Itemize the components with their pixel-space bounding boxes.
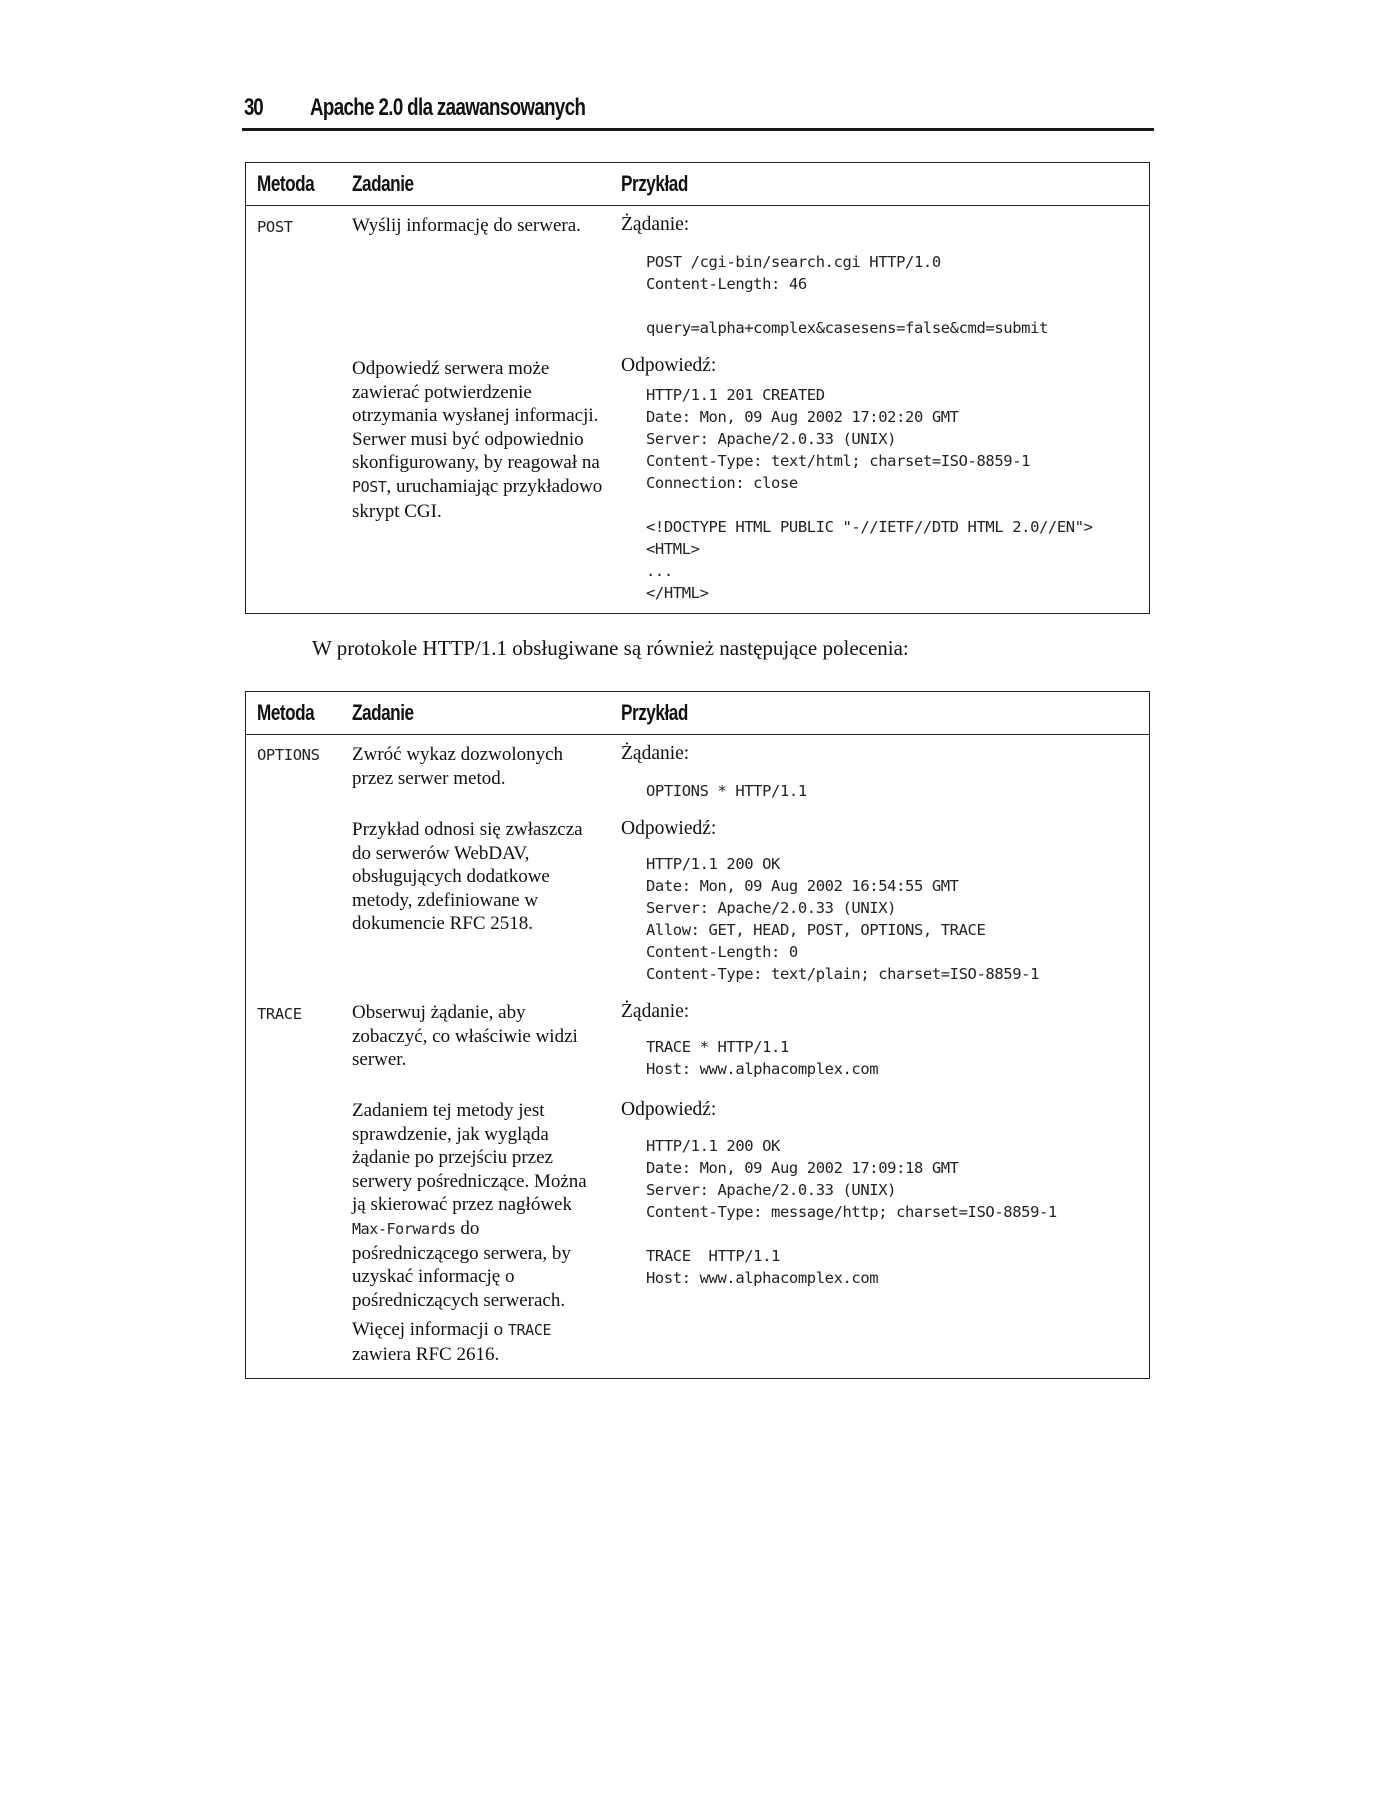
method-name: TRACE — [257, 1005, 302, 1023]
column-header-example: Przykład — [621, 700, 688, 725]
request-label: Żądanie: — [621, 743, 690, 764]
column-header-task: Zadanie — [352, 171, 414, 196]
request-label: Żądanie: — [621, 1001, 690, 1022]
column-header-example: Przykład — [621, 171, 688, 196]
method-table-post — [245, 162, 1150, 614]
intro-paragraph: W protokole HTTP/1.1 obsługiwane są również następujące polecenia: — [312, 636, 909, 660]
method-name: POST — [257, 218, 293, 236]
column-header-task: Zadanie — [352, 700, 414, 725]
task-reference: Więcej informacji o TRACE zawiera RFC 2616. — [352, 1319, 552, 1365]
running-header — [242, 92, 1154, 131]
request-label: Żądanie: — [621, 214, 690, 235]
request-code: POST /cgi-bin/search.cgi HTTP/1.0 Content-Length: 46 query=alpha+complex&casesens=false&cmd=submit — [646, 253, 1048, 337]
task-description: Zwróć wykaz dozwolonych przez serwer metod. — [352, 744, 564, 789]
task-description: Wyślij informację do serwera. — [352, 215, 581, 236]
request-code: TRACE * HTTP/1.1 Host: www.alphacomplex.com — [646, 1038, 879, 1078]
response-code: HTTP/1.1 200 OK Date: Mon, 09 Aug 2002 17:09:18 GMT Server: Apache/2.0.33 (UNIX) Content-Type: message/http; charset=ISO-8859-1 TRACE HTTP/1.1 Host: www.alphacomplex.com — [646, 1137, 1057, 1287]
header-rule — [246, 205, 1149, 206]
response-label: Odpowiedź: — [621, 818, 717, 839]
column-header-method: Metoda — [257, 700, 315, 725]
page-number: 30 — [244, 94, 263, 121]
response-code: HTTP/1.1 200 OK Date: Mon, 09 Aug 2002 16:54:55 GMT Server: Apache/2.0.33 (UNIX) Allow: GET, HEAD, POST, OPTIONS, TRACE Content-Length: 0 Content-Type: text/plain; charset=ISO-8859-1 — [646, 855, 1039, 983]
header-rule — [246, 734, 1149, 735]
method-name: OPTIONS — [257, 746, 320, 764]
task-note: Odpowiedź serwera może zawierać potwierdzenie otrzymania wysłanej informacji. Serwer musi być odpowiednio skonfigurowany, by reagował na POST, uruchamiając przykładowo skrypt CGI. — [352, 358, 603, 522]
task-description: Obserwuj żądanie, aby zobaczyć, co właściwie widzi serwer. — [352, 1002, 578, 1071]
request-code: OPTIONS * HTTP/1.1 — [646, 782, 807, 800]
running-title: Apache 2.0 dla zaawansowanych — [310, 94, 586, 121]
task-note: Zadaniem tej metody jest sprawdzenie, jak wygląda żądanie po przejściu przez serwery pośredniczące. Można ją skierować przez nagłówek Max-Forwards do pośredniczącego serwera, by uzyskać informację o pośredniczących serwerach. — [352, 1100, 587, 1311]
task-note: Przykład odnosi się zwłaszcza do serwerów WebDAV, obsługujących dodatkowe metody, zdefiniowane w dokumencie RFC 2518. — [352, 819, 583, 935]
column-header-method: Metoda — [257, 171, 315, 196]
response-label: Odpowiedź: — [621, 1099, 717, 1120]
response-label: Odpowiedź: — [621, 355, 717, 376]
method-table-options-trace — [245, 691, 1150, 1379]
response-code: HTTP/1.1 201 CREATED Date: Mon, 09 Aug 2002 17:02:20 GMT Server: Apache/2.0.33 (UNIX) Content-Type: text/html; charset=ISO-8859-1 Connection: close <!DOCTYPE HTML PUBLIC "-//IETF//DTD HTML 2.0//EN"> <HTML> ... </HTML> — [646, 386, 1093, 602]
